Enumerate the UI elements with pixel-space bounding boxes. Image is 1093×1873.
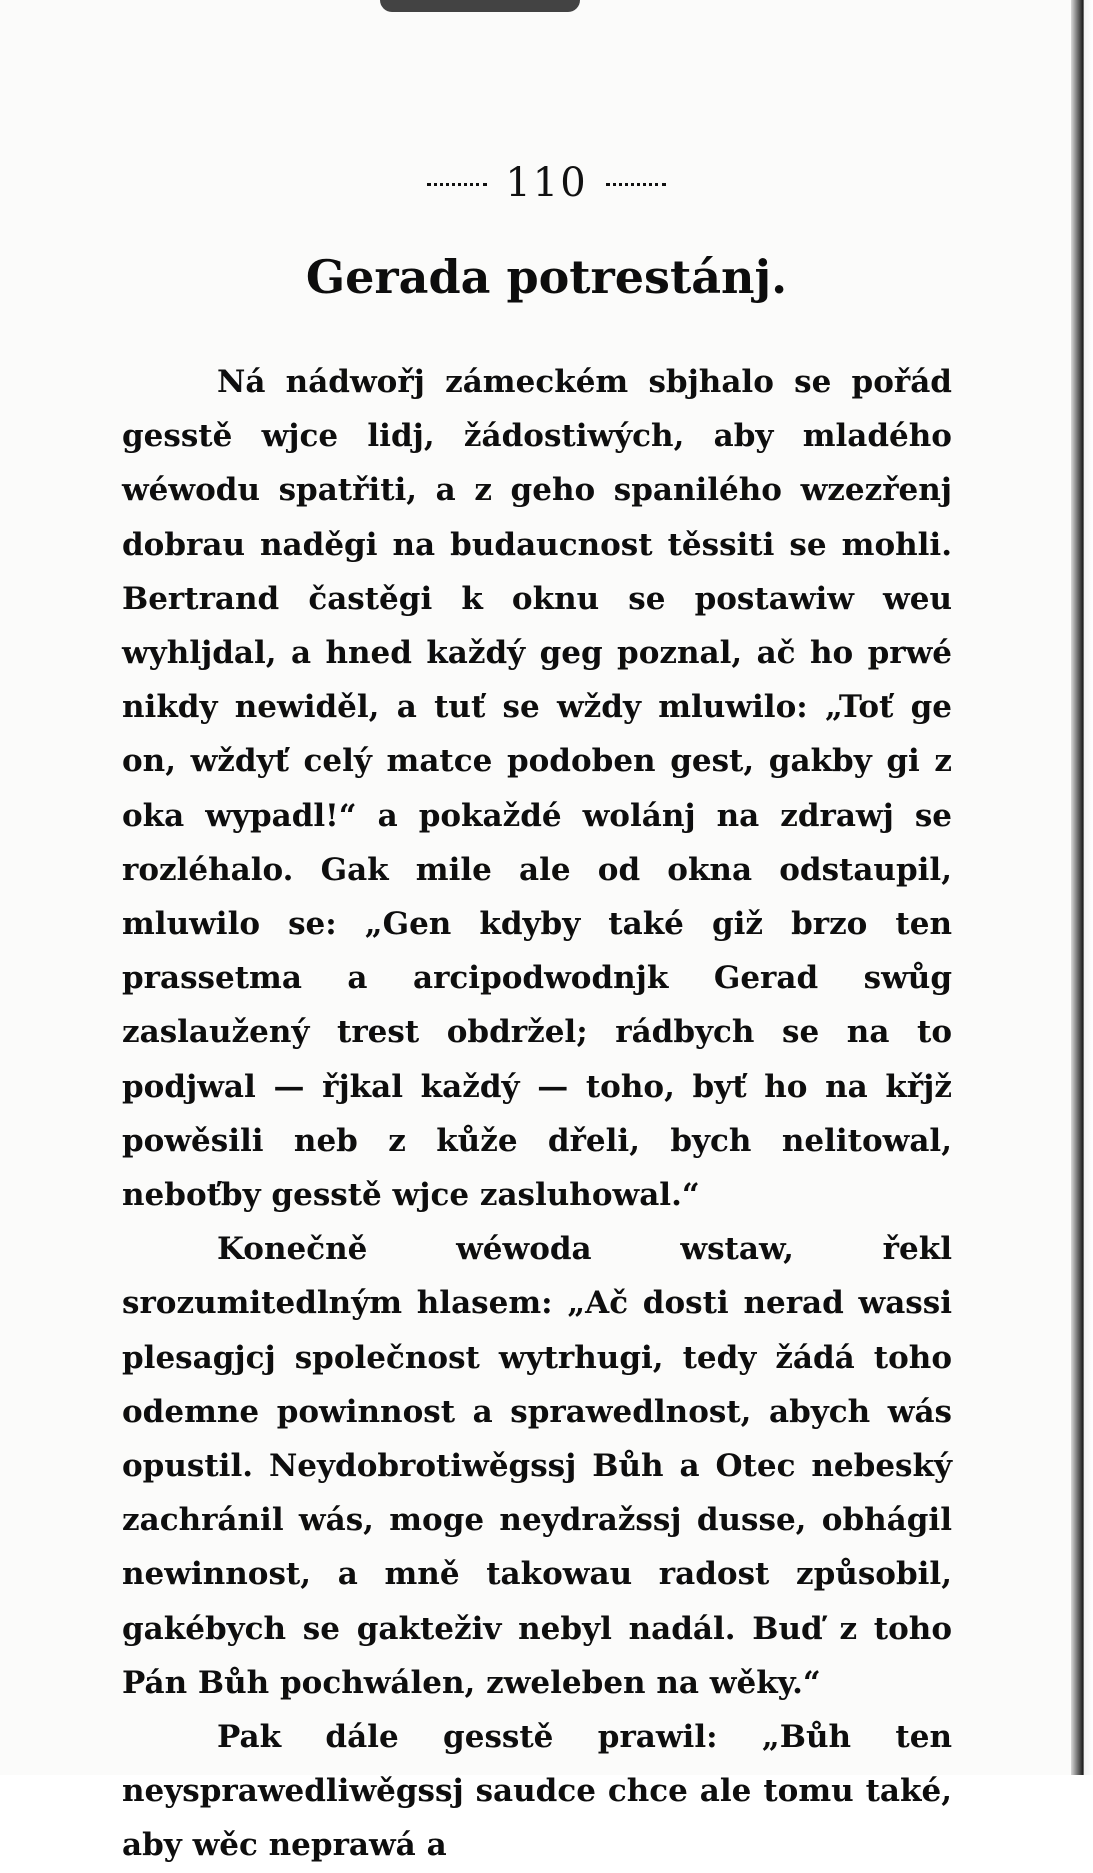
paragraph: Ná nádwořj zámeckém sbjhalo se pořád gesstě wjce lidj, žádostiwých, aby mladého wéwodu spatřiti, a z geho spanilého wzezřenj dobrau naděgi na budaucnost těssiti se mohli. Bertrand častěgi k oknu se postawiw weu wyhljdal, a hned každý geg poznal, ač ho prwé nikdy newiděl, a tuť se wždy mluwilo: „Toť ge on, wždyť celý matce podoben gest, gakby gi z oka wypadl!“ a pokaždé wolánj na zdrawj se rozléhalo. Gak mile ale od okna odstaupil, mluwilo se: „Gen kdyby také giž brzo ten prassetma a arcipodwodnjk Gerad swůg zaslaužený trest obdržel; rádbych se na to podjwal — řjkal každý — toho, byť ho na křjž powěsili neb z kůže dřeli, bych nelitowal, neboťby gesstě wjce zasluhowal.“ bbox=[122, 364, 952, 1214]
ornament-right bbox=[606, 183, 666, 190]
paragraph: Konečně wéwoda wstaw, řekl srozumitedlným hlasem: „Ač dosti nerad wassi plesagjcj společnost wytrhugi, tedy žádá toho odemne powinnost a sprawedlnost, abych wás opustil. Neydobrotiwěgssj Bůh a Otec nebeský zachránil wás, moge neydražssj dusse, obhágil newinnost, a mně takowau radost způsobil, gakébych se gakteživ nebyl nadál. Buď z toho Pán Bůh pochwálen, zweleben na wěky.“ bbox=[122, 1231, 952, 1701]
paragraph: Pak dále gesstě prawil: „Bůh ten neysprawedliwěgssj saudce chce ale tomu také, aby wěc neprawá a bbox=[122, 1719, 952, 1864]
ornament-left bbox=[427, 183, 487, 190]
chapter-title: Gerada potrestánj. bbox=[305, 250, 788, 304]
scan-edge-top bbox=[380, 0, 580, 12]
body-text bbox=[122, 355, 952, 1873]
page-number: 110 bbox=[505, 160, 588, 206]
page-header bbox=[0, 160, 1093, 206]
